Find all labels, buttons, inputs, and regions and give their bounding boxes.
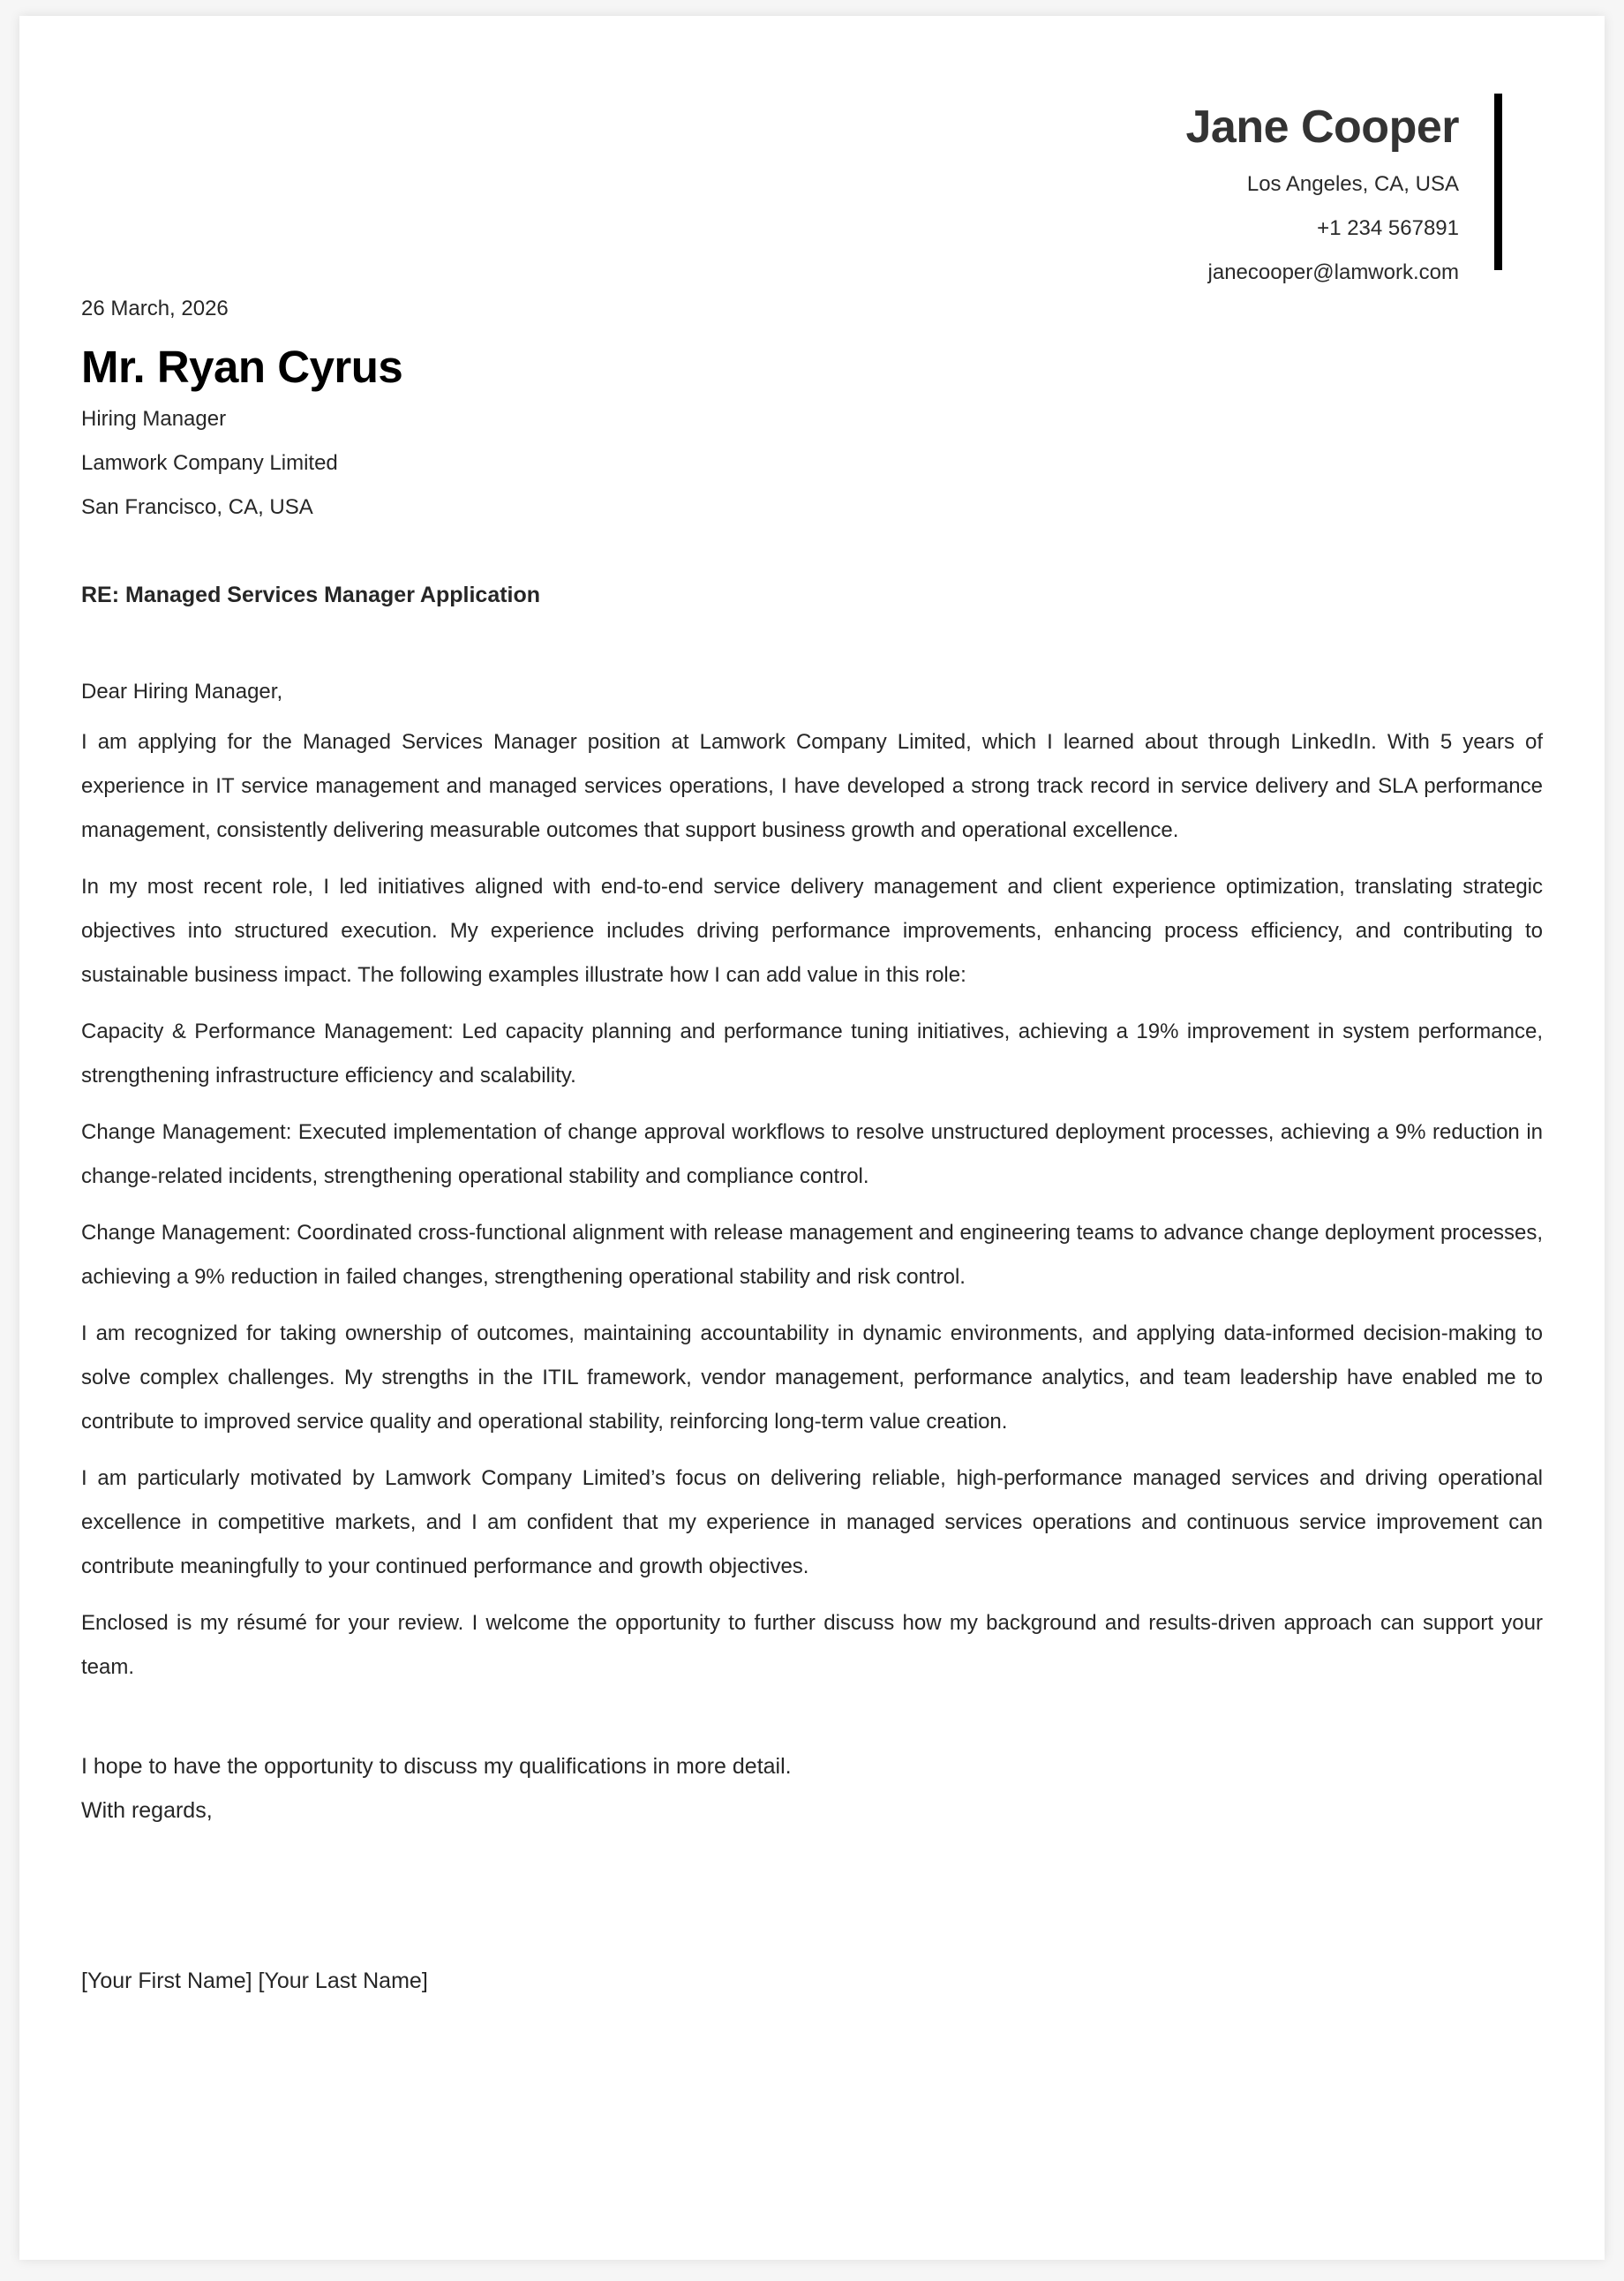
sender-phone: +1 234 567891 bbox=[1317, 216, 1459, 240]
body-paragraph-strengths: I am recognized for taking ownership of outcomes, maintaining accountability in dynamic environments, and applying data-informed decision-making to solve complex challenges. My strengths in the ITIL framework, vendor management, performance analytics, and team leadership have enabled me to contribute to improved service quality and operational stability, reinforcing long-term value creation. bbox=[81, 1321, 1543, 1434]
recipient-company: Lamwork Company Limited bbox=[81, 451, 338, 475]
body-paragraph-enclosed: Enclosed is my résumé for your review. I welcome the opportunity to further discuss how my background and results-driven approach can support your team. bbox=[81, 1611, 1543, 1679]
body-paragraph-recent-role: In my most recent role, I led initiatives aligned with end-to-end service delivery management and client experience optimization, translating strategic objectives into structured execution. My experience includes driving performance improvements, enhancing process efficiency, and contributing to sustainable business impact. The following examples illustrate how I can add value in this role: bbox=[81, 875, 1543, 987]
body-paragraph-intro: I am applying for the Managed Services Manager position at Lamwork Company Limited, which I learned about through LinkedIn. With 5 years of experience in IT service management and managed services operations, I have developed a strong track record in service delivery and SLA performance management, consistently delivering measurable outcomes that support business growth and operational excellence. bbox=[81, 730, 1543, 842]
closing-regards: With regards, bbox=[81, 1798, 213, 1823]
recipient-title: Hiring Manager bbox=[81, 407, 227, 431]
recipient-location: San Francisco, CA, USA bbox=[81, 495, 313, 519]
body-paragraph-change-1: Change Management: Executed implementation of change approval workflows to resolve unstructured deployment processes, achieving a 9% reduction in change-related incidents, strengthening operational stability and compliance control. bbox=[81, 1120, 1543, 1188]
recipient-name: Mr. Ryan Cyrus bbox=[81, 342, 403, 392]
closing-block bbox=[81, 1744, 1543, 1833]
body-paragraph-motivation: I am particularly motivated by Lamwork Company Limited’s focus on delivering reliable, high-performance managed services and driving operational excellence in competitive markets, and I am confident that my experience in managed services operations and continuous service improvement can contribute meaningfully to your continued performance and growth objectives. bbox=[81, 1466, 1543, 1578]
body-paragraph-capacity: Capacity & Performance Management: Led capacity planning and performance tuning initiatives, achieving a 19% improvement in system performance, strengthening infrastructure efficiency and scalability. bbox=[81, 1020, 1543, 1088]
letter-body bbox=[81, 295, 1543, 1997]
sender-name: Jane Cooper bbox=[1185, 102, 1459, 153]
sender-location: Los Angeles, CA, USA bbox=[1246, 172, 1459, 196]
body-paragraph-change-2: Change Management: Coordinated cross-functional alignment with release management and engineering teams to advance change deployment processes, achieving a 9% reduction in failed changes, strengthening operational stability and risk control. bbox=[81, 1221, 1543, 1289]
letter-page bbox=[19, 16, 1605, 2260]
greeting: Dear Hiring Manager, bbox=[81, 680, 283, 704]
sender-email: janecooper@lamwork.com bbox=[1207, 260, 1459, 284]
closing-line: I hope to have the opportunity to discuss my qualifications in more detail. bbox=[81, 1754, 792, 1779]
subject-line: RE: Managed Services Manager Application bbox=[81, 583, 541, 607]
signature: [Your First Name] [Your Last Name] bbox=[81, 1969, 428, 1993]
sender-header bbox=[1185, 94, 1502, 284]
letter-date: 26 March, 2026 bbox=[81, 297, 229, 320]
